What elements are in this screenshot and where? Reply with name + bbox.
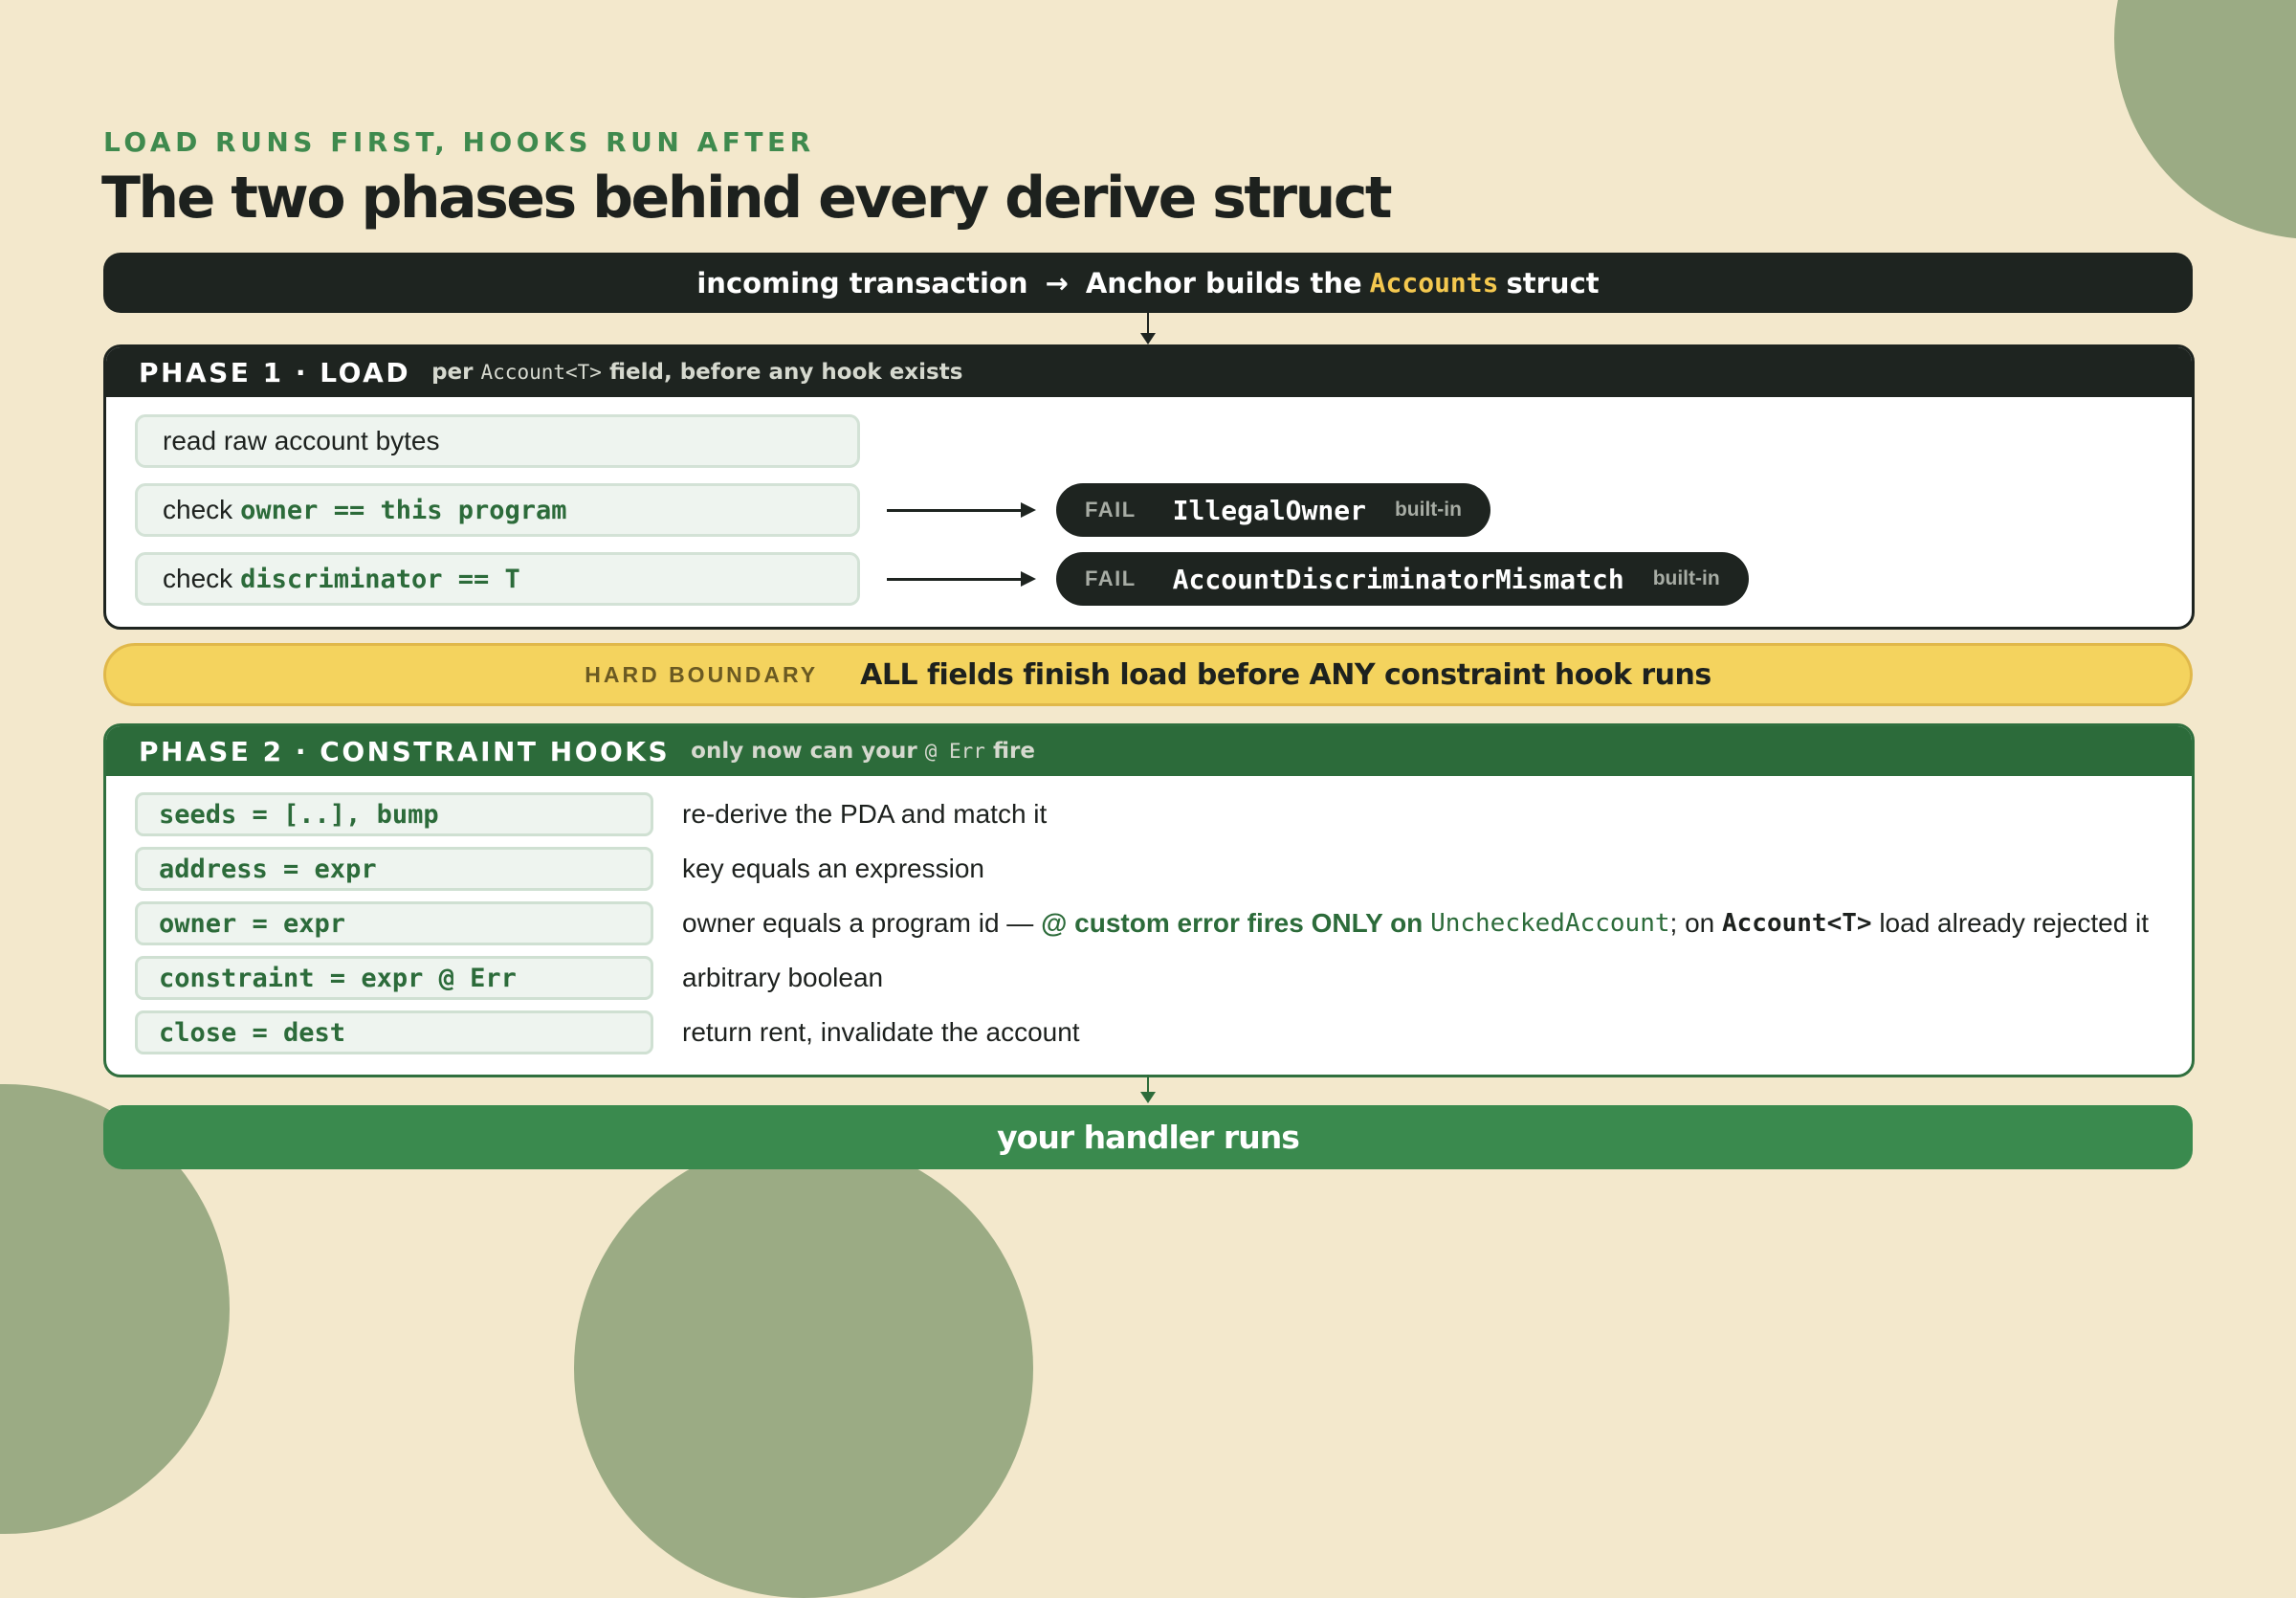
step-code: owner == this program [240,495,567,525]
hook-seeds: seeds = [..], bump [135,792,653,836]
hook-constraint: constraint = expr @ Err [135,956,653,1000]
fail-badge-illegal-owner [1056,483,1490,537]
owner-desc-emphasis: @ custom error fires ONLY on [1041,908,1431,938]
phase-1-subtitle-after: field, before any hook exists [608,360,963,385]
unchecked-account-code: UncheckedAccount [1430,909,1670,938]
hook-description: re-derive the PDA and match it [682,799,1048,829]
fail-tag: FAIL [1085,566,1137,590]
hook-address: address = expr [135,847,653,891]
step-code: discriminator == T [240,564,520,594]
phase-1-subtitle-code: Account<T> [480,361,602,384]
phase-1-subtitle-before: per [431,360,474,385]
phase-2-subtitle-before: only now can your [691,739,917,764]
arrow-right-icon: → [1045,266,1069,300]
step-label: check [163,564,233,593]
arrow-down-icon [1147,313,1149,343]
phase-1-load-panel [103,344,2195,630]
phase-2-subtitle [691,739,1035,764]
eyebrow-label: LOAD RUNS FIRST, HOOKS RUN AFTER [103,126,815,158]
phase-2-subtitle-after: fire [992,739,1035,764]
phase-1-title: PHASE 1 · LOAD [139,356,411,388]
phase-2-title: PHASE 2 · CONSTRAINT HOOKS [139,735,671,767]
error-name: AccountDiscriminatorMismatch [1172,563,1624,595]
hook-description: key equals an expression [682,854,984,883]
owner-desc-after: load already rejected it [1871,908,2150,938]
arrow-right-icon [887,578,1032,581]
phase-1-header [106,347,2192,397]
accounts-keyword: Accounts [1369,267,1499,299]
builtin-note: built-in [1394,499,1462,521]
phase-2-subtitle-code: @ Err [924,740,985,763]
step-label: read raw account bytes [163,426,440,455]
step-check-owner [135,483,860,537]
owner-desc-before: owner equals a program id — [682,908,1042,938]
arrow-right-icon [887,509,1032,512]
owner-desc-mid: ; on [1669,908,1722,938]
fail-tag: FAIL [1085,498,1137,522]
struct-text: struct [1506,266,1600,300]
handler-runs-bar: your handler runs [103,1105,2193,1169]
decorative-blob-bottom-center [574,1139,1033,1598]
incoming-transaction-bar [103,253,2193,313]
hard-boundary-banner [103,643,2193,706]
step-check-discriminator [135,552,860,606]
step-label: check [163,495,233,524]
phase-1-subtitle [431,360,962,385]
phase-2-header [106,726,2192,776]
builtin-note: built-in [1652,567,1720,589]
boundary-text: ALL fields finish load before ANY constraint hook runs [860,657,1711,692]
incoming-transaction-text: incoming transaction [696,266,1028,300]
error-name: IllegalOwner [1172,494,1366,526]
fail-badge-discriminator-mismatch [1056,552,1749,606]
hook-close: close = dest [135,1010,653,1054]
step-read-bytes [135,414,860,468]
arrow-down-icon [1147,1075,1149,1101]
decorative-blob-top-right [2114,0,2296,239]
anchor-builds-text: Anchor builds the [1085,266,1362,300]
hook-owner: owner = expr [135,901,653,945]
account-t-code: Account<T> [1722,909,1872,938]
hook-description: arbitrary boolean [682,963,884,992]
hook-description: return rent, invalidate the account [682,1017,1080,1047]
phase-2-hooks-panel [103,723,2195,1077]
page-title: The two phases behind every derive struct [101,165,1391,232]
boundary-tag: HARD BOUNDARY [585,661,819,687]
hook-description-owner [682,901,2149,945]
